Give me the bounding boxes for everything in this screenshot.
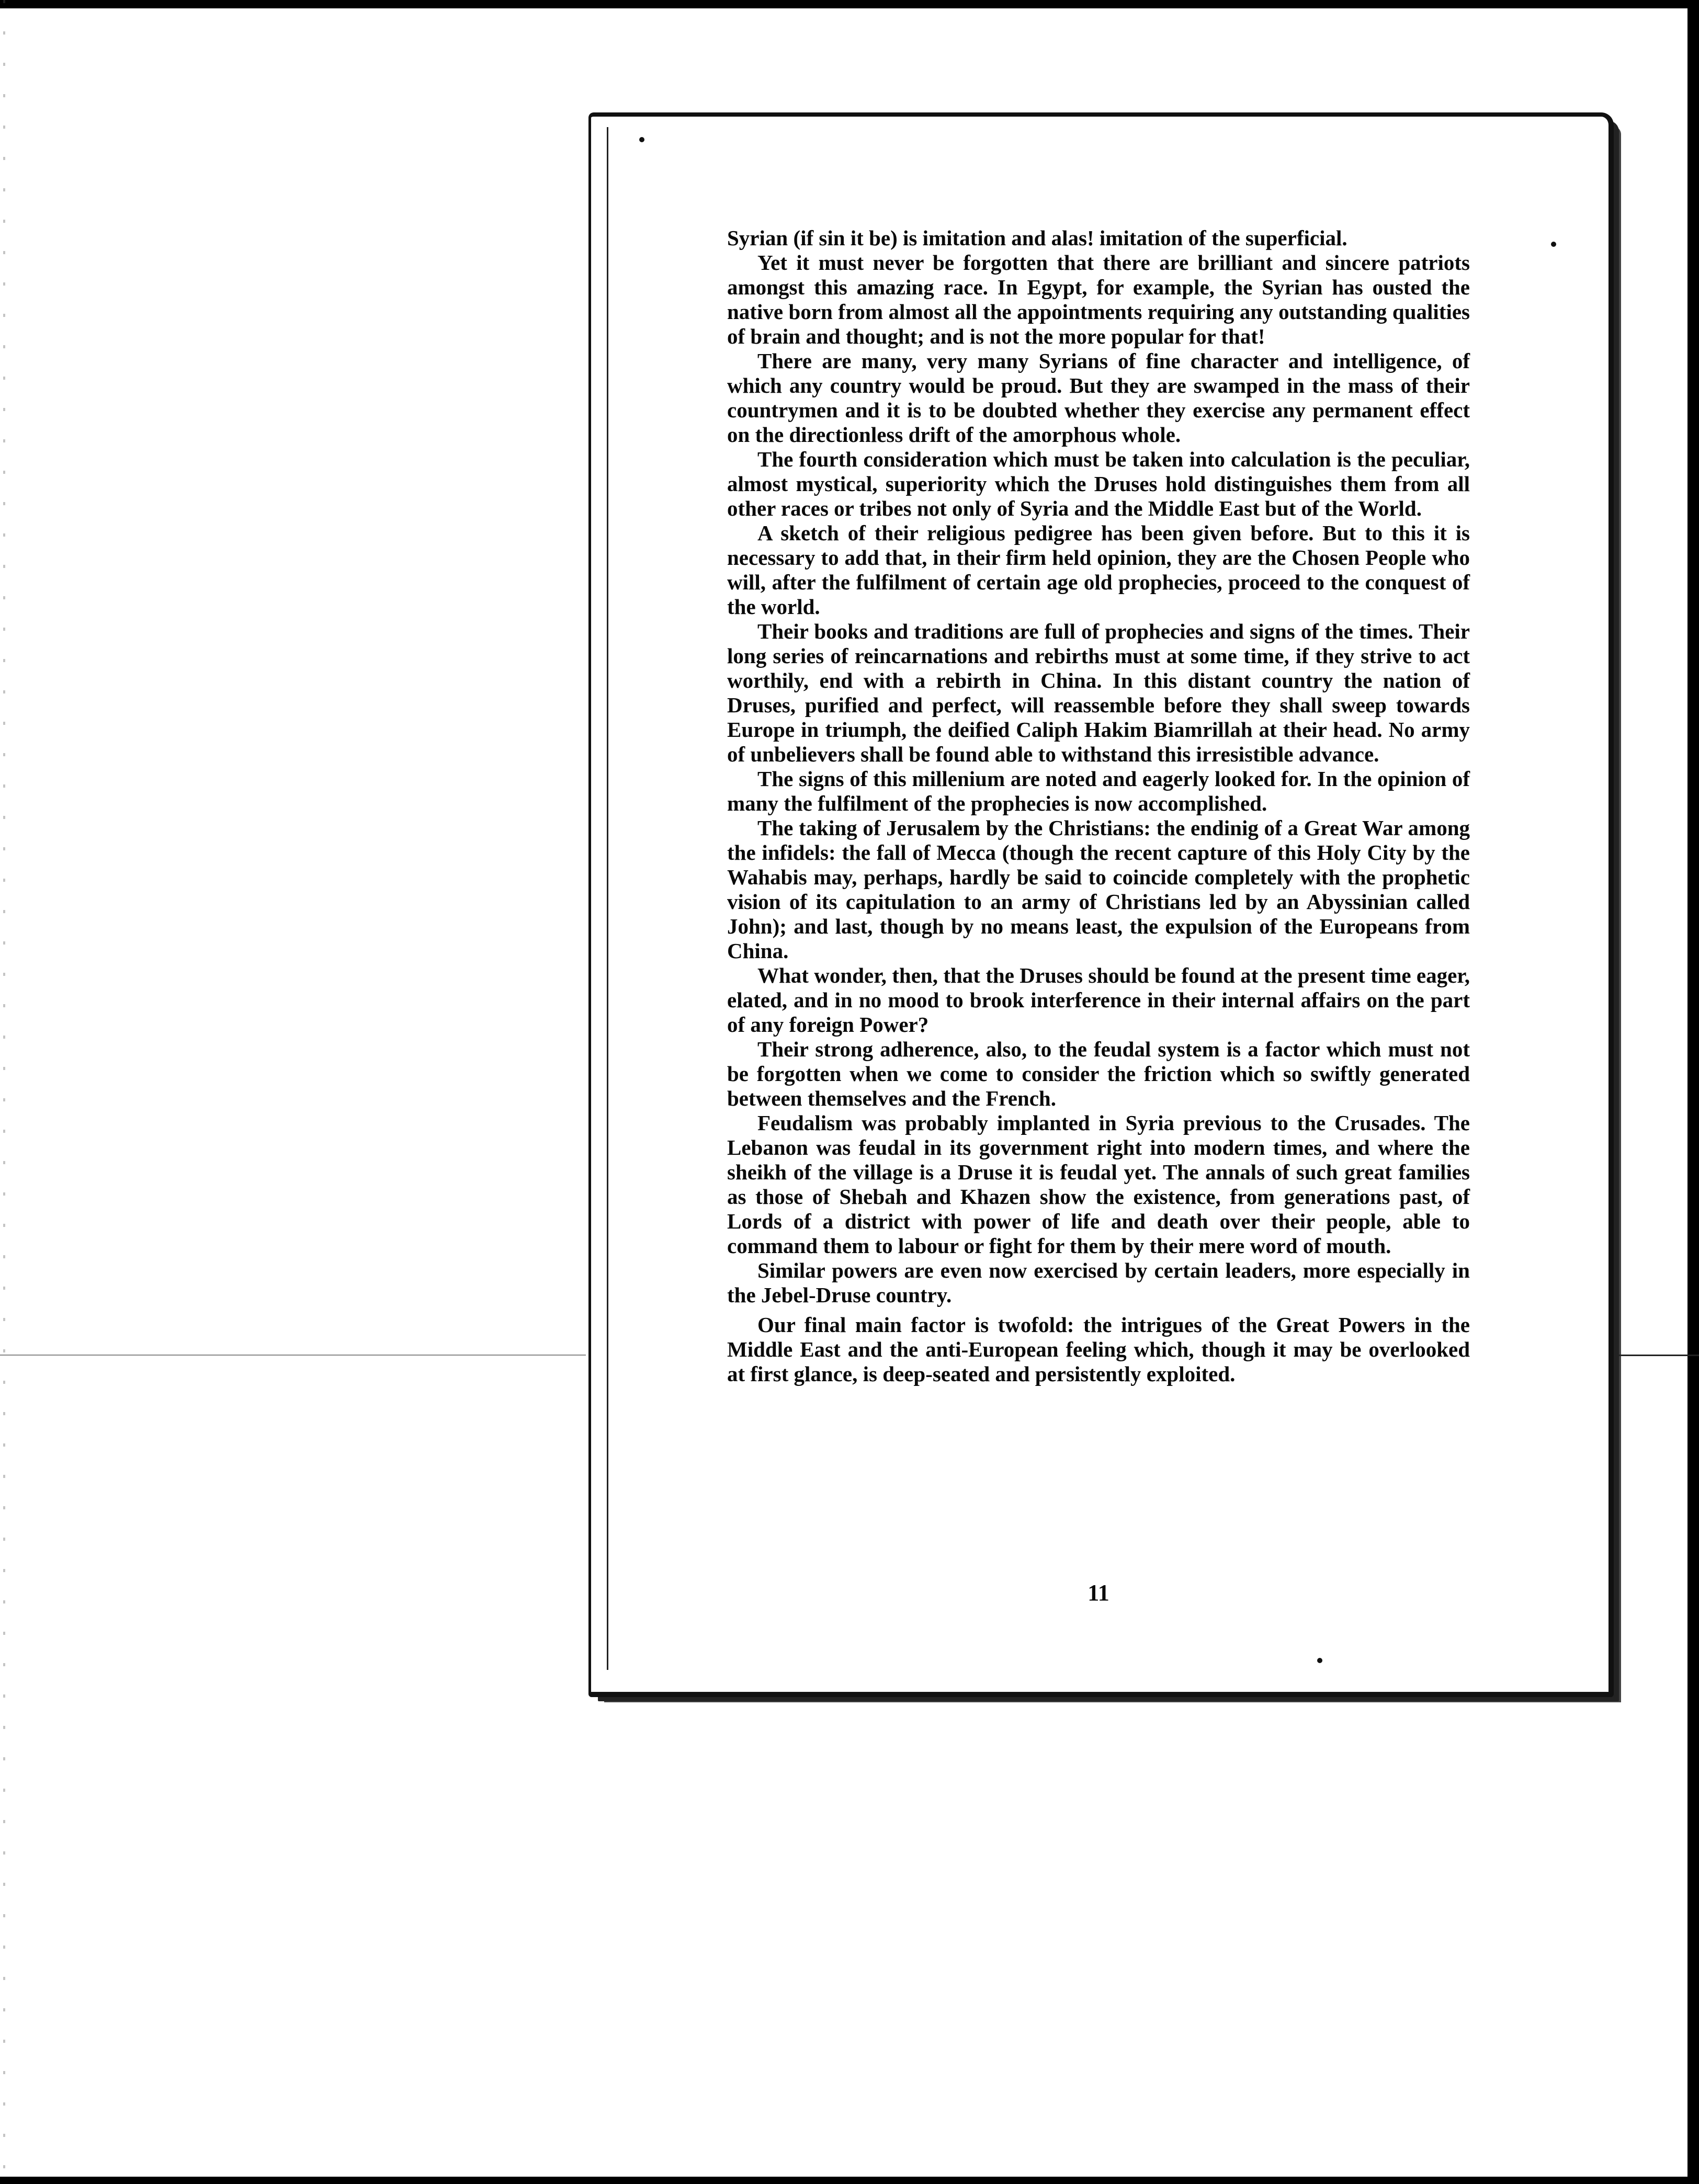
paragraph: Feudalism was probably implanted in Syria previous to the Crusades. The Lebanon was feudal in its government right into modern times, and where the sheikh of the village is a Druse it is feudal yet. The annals of such great families as those of Shebah and Khazen show the existence, from generations past, of Lords of a district with power of life and death over their people, able to command them to labour or fight for them by their mere word of mouth. <box>727 1111 1470 1258</box>
paragraph: Similar powers are even now exercised by certain leaders, more especially in the Jebel-Druse country. <box>727 1258 1470 1307</box>
page-number: 11 <box>1088 1580 1109 1606</box>
scan-speck <box>1317 1658 1322 1663</box>
scan-line <box>0 1355 586 1356</box>
paragraph: Our final main factor is twofold: the intrigues of the Great Powers in the Middle East and the anti-European feeling which, though it may be overlooked at first glance, is deep-seated and persistently exploited. <box>727 1313 1470 1386</box>
paragraph: Yet it must never be forgotten that there are brilliant and sincere patriots amongst this amazing race. In Egypt, for example, the Syrian has ousted the native born from almost all the appointments requiring any outstanding qualities of brain and thought; and is not the more popular for that! <box>727 251 1470 348</box>
paragraph: What wonder, then, that the Druses should be found at the present time eager, elated, and in no mood to brook interference in their internal affairs on the part of any foreign Power? <box>727 963 1470 1037</box>
paragraph: There are many, very many Syrians of fine character and intelligence, of which any country would be proud. But they are swamped in the mass of their countrymen and it is to be doubted whether they exercise any permanent effect on the directionless drift of the amorphous whole. <box>727 349 1470 447</box>
paragraph: Syrian (if sin it be) is imitation and alas! imitation of the superficial. <box>727 226 1347 250</box>
paragraph: The taking of Jerusalem by the Christians: the endinig of a Great War among the infidels: the fall of Mecca (though the recent capture of this Holy City by the Wahabis may, perhaps, hardly be said to coincide completely with the prophetic vision of its capitulation to an army of Christians led by an Abyssinian called John); and last, though by no means least, the expulsion of the Europeans from China. <box>727 816 1470 963</box>
paragraph: A sketch of their religious pedigree has been given before. But to this it is necessary to add that, in their firm held opinion, they are the Chosen People who will, after the fulfilment of certain age old prophecies, proceed to the conquest of the world. <box>727 521 1470 619</box>
scan-speck <box>1551 242 1556 247</box>
scan-line <box>1614 1355 1699 1356</box>
scan-border-right <box>1687 0 1699 2184</box>
paragraph: The fourth consideration which must be taken into calculation is the peculiar, almost mystical, superiority which the Druses hold distinguishes them from all other races or tribes not only of Syria and the Middle East but of the World. <box>727 447 1470 520</box>
scan-border-top <box>0 0 1699 8</box>
paragraph: Their books and traditions are full of prophecies and signs of the times. Their long series of reincarnations and rebirths must at some time, if they strive to act worthily, end with a rebirth in China. In this distant country the nation of Druses, purified and perfect, will reassemble before they shall sweep towards Europe in triumph, the deified Caliph Hakim Biamrillah at their head. No army of unbelievers shall be found able to withstand this irresistible advance. <box>727 619 1470 766</box>
scan-border-left-specks <box>3 0 5 2184</box>
paragraph: Their strong adherence, also, to the feudal system is a factor which must not be forgotten when we come to consider the friction which so swiftly generated between themselves and the French. <box>727 1037 1470 1110</box>
binding-line <box>607 127 608 1670</box>
scan-speck <box>639 137 644 142</box>
body-text <box>727 226 1470 1575</box>
scan-border-bottom <box>0 2177 1699 2184</box>
paragraph: The signs of this millenium are noted and eagerly looked for. In the opinion of many the fulfilment of the prophecies is now accomplished. <box>727 767 1470 815</box>
